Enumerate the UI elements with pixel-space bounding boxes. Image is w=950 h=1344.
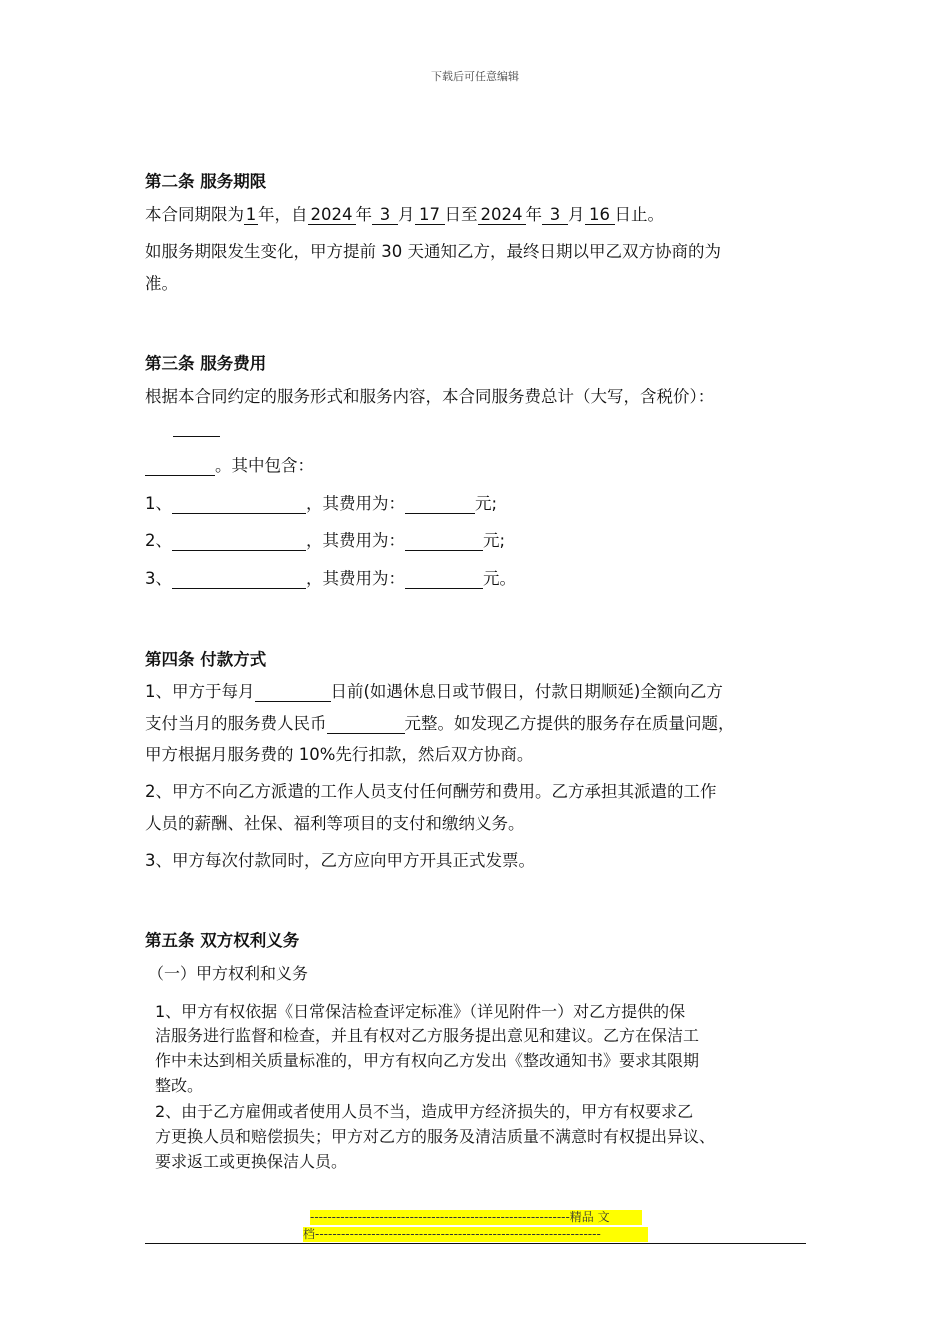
item-fee-blank bbox=[405, 570, 483, 589]
total-fee-blank bbox=[145, 457, 215, 476]
text: 年 bbox=[355, 205, 372, 224]
article-5-para-1-line-2: 洁服务进行监督和检查，并且有权对乙方服务提出意见和建议。乙方在保洁工 bbox=[155, 1026, 700, 1045]
payment-day-blank bbox=[255, 683, 331, 702]
item-fee-blank bbox=[405, 495, 475, 514]
text: ，其费用为： bbox=[306, 569, 405, 588]
item-name-blank bbox=[172, 532, 306, 551]
item-number: 1、 bbox=[145, 494, 172, 513]
article-4-para-3: 3、甲方每次付款同时，乙方应向甲方开具正式发票。 bbox=[145, 851, 535, 870]
text: ，其费用为： bbox=[306, 494, 405, 513]
article-5-title: 第五条 双方权利义务 bbox=[145, 931, 300, 950]
article-2-line-2: 如服务期限发生变化，甲方提前 30 天通知乙方，最终日期以甲乙双方协商的为 bbox=[145, 242, 721, 261]
article-4-para-2-line-2: 人员的薪酬、社保、福利等项目的支付和缴纳义务。 bbox=[145, 814, 525, 833]
end-day: 16 bbox=[585, 206, 615, 225]
text: 本合同期限为 bbox=[145, 205, 244, 224]
article-3-line-1: 根据本合同约定的服务形式和服务内容，本合同服务费总计（大写，含税价）： bbox=[145, 387, 715, 406]
text: 月 bbox=[398, 205, 415, 224]
fee-item-3 bbox=[145, 569, 516, 589]
article-4-para-1-line-1 bbox=[145, 682, 723, 702]
payment-amount-blank bbox=[327, 715, 405, 734]
item-name-blank bbox=[172, 495, 306, 514]
fee-item-2 bbox=[145, 531, 505, 551]
text: 年 bbox=[525, 205, 542, 224]
text: 日止。 bbox=[614, 205, 664, 224]
text: 元; bbox=[483, 531, 506, 550]
article-2-line-3: 准。 bbox=[145, 274, 178, 293]
term-years: 1 bbox=[245, 205, 257, 224]
text: 元整。如发现乙方提供的服务存在质量问题， bbox=[404, 714, 735, 733]
article-4-para-1-line-3: 甲方根据月服务费的 10%先行扣款，然后双方协商。 bbox=[145, 745, 534, 764]
page-header: 下载后可任意编辑 bbox=[431, 70, 519, 83]
item-number: 2、 bbox=[145, 531, 172, 550]
end-month: 3 bbox=[542, 206, 568, 225]
article-5-para-1-line-4: 整改。 bbox=[155, 1076, 204, 1095]
text: ，其费用为： bbox=[306, 531, 405, 550]
end-year: 2024 bbox=[478, 206, 526, 225]
article-5-para-2-line-1: 2、由于乙方雇佣或者使用人员不当，造成甲方经济损失的，甲方有权要求乙 bbox=[155, 1102, 694, 1121]
article-5-para-2-line-3: 要求返工或更换保洁人员。 bbox=[155, 1152, 348, 1171]
article-5-subtitle: （一）甲方权利和义务 bbox=[148, 964, 309, 983]
text: 。其中包含： bbox=[215, 456, 314, 475]
text: 支付当月的服务费人民币 bbox=[145, 714, 327, 733]
start-month: 3 bbox=[372, 206, 398, 225]
article-5-para-1-line-1: 1、甲方有权依据《日常保洁检查评定标准》（详见附件一）对乙方提供的保 bbox=[155, 1002, 686, 1021]
item-fee-blank bbox=[405, 532, 483, 551]
article-4-title: 第四条 付款方式 bbox=[145, 650, 267, 669]
item-number: 3、 bbox=[145, 569, 172, 588]
article-3-title: 第三条 服务费用 bbox=[145, 354, 267, 373]
fee-item-1 bbox=[145, 494, 497, 514]
article-5-para-1-line-3: 作中未达到相关质量标准的，甲方有权向乙方发出《整改通知书》要求其限期 bbox=[155, 1051, 700, 1070]
text: 日至 bbox=[444, 205, 478, 224]
text: 1、甲方于每月 bbox=[145, 682, 255, 701]
footer-rule bbox=[145, 1243, 806, 1244]
blank-line bbox=[173, 436, 220, 437]
item-name-blank bbox=[172, 570, 306, 589]
article-2-line-1 bbox=[145, 205, 664, 225]
article-4-para-1-line-2 bbox=[145, 714, 735, 734]
article-4-para-2-line-1: 2、甲方不向乙方派遣的工作人员支付任何酬劳和费用。乙方承担其派遣的工作 bbox=[145, 782, 717, 801]
article-3-line-3 bbox=[145, 456, 314, 476]
start-year: 2024 bbox=[308, 206, 356, 225]
text: 元; bbox=[475, 494, 498, 513]
text: 月 bbox=[568, 205, 585, 224]
footer-highlight-line-2: 档------------------------------------------------------------------ bbox=[303, 1227, 648, 1242]
footer-highlight-line-1: ------------------------------------------------------------精品 文 bbox=[310, 1210, 642, 1225]
article-5-para-2-line-2: 方更换人员和赔偿损失；甲方对乙方的服务及清洁质量不满意时有权提出异议、 bbox=[155, 1127, 716, 1146]
text: 年，自 bbox=[258, 205, 308, 224]
article-2-title: 第二条 服务期限 bbox=[145, 172, 267, 191]
text: 日前(如遇休息日或节假日，付款日期顺延)全额向乙方 bbox=[330, 682, 723, 701]
start-day: 17 bbox=[415, 206, 445, 225]
text: 元。 bbox=[483, 569, 516, 588]
